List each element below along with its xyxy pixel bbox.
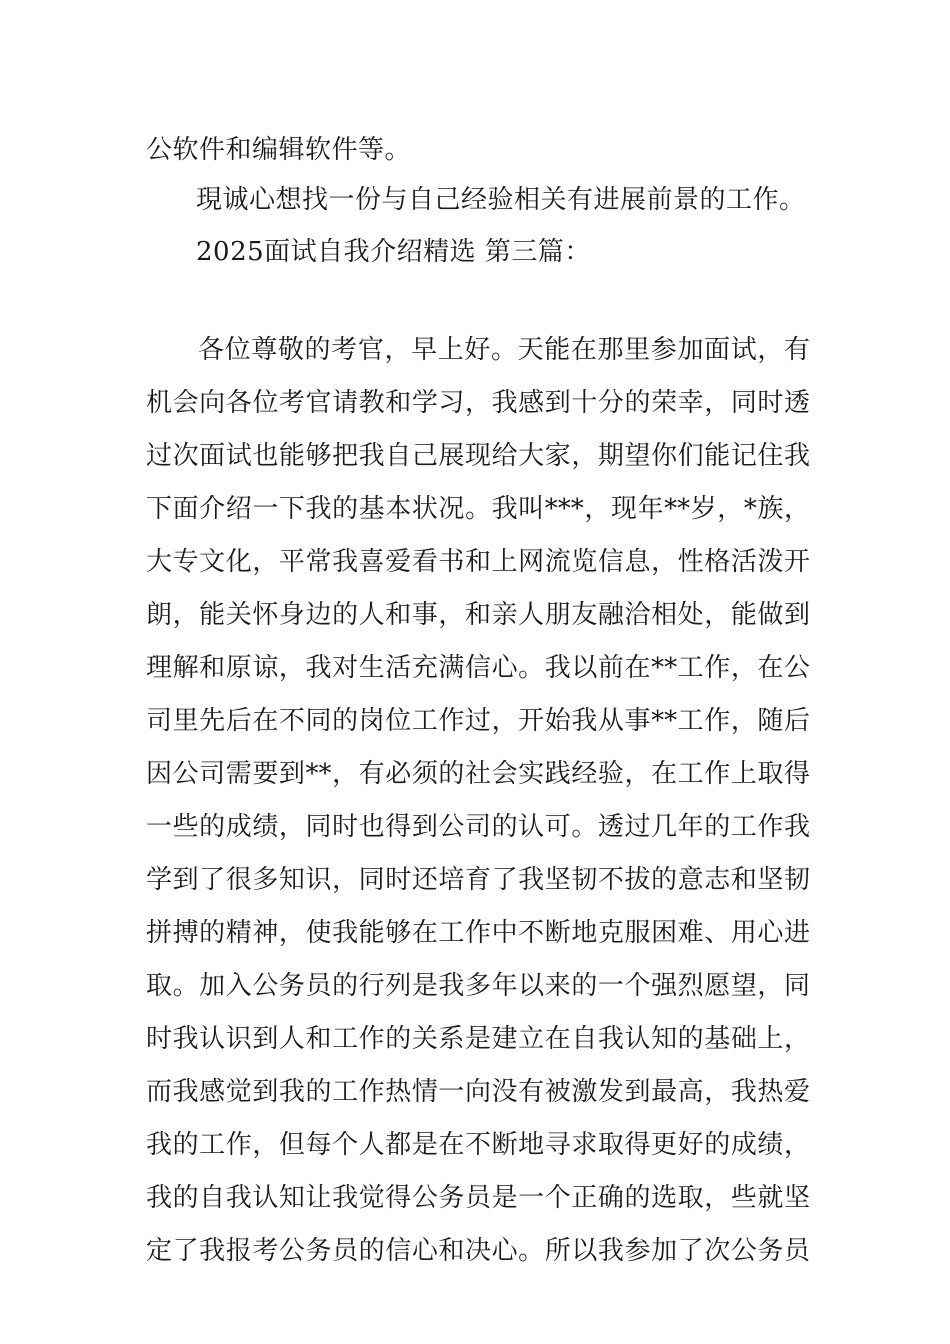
paragraph-line: 我的工作，但每个人都是在不断地寻求取得更好的成绩， (146, 1130, 810, 1160)
paragraph-line: 过次面试也能够把我自己展现给大家，期望你们能记住我 (146, 441, 810, 471)
paragraph-line: 因公司需要到**，有必须的社会实践经验，在工作上取得 (146, 759, 810, 789)
text-line: 公软件和编辑软件等。 (146, 135, 412, 165)
paragraph-line: 时我认识到人和工作的关系是建立在自我认知的基础上， (146, 1024, 810, 1054)
section-heading: 2025面试自我介绍精选 第三篇： (196, 237, 591, 267)
paragraph-line: 各位尊敬的考官，早上好。天能在那里参加面试，有 (198, 335, 810, 365)
paragraph-line: 大专文化，平常我喜爱看书和上网流览信息，性格活泼开 (146, 547, 810, 577)
paragraph-line: 司里先后在不同的岗位工作过，开始我从事**工作，随后 (146, 706, 810, 736)
paragraph-line: 我的自我认知让我觉得公务员是一个正确的选取，些就坚 (146, 1183, 810, 1213)
paragraph-line: 一些的成绩，同时也得到公司的认可。透过几年的工作我 (146, 812, 810, 842)
paragraph-line: 取。加入公务员的行列是我多年以来的一个强烈愿望，同 (146, 971, 810, 1001)
paragraph-line: 定了我报考公务员的信心和决心。所以我参加了次公务员 (146, 1236, 810, 1266)
paragraph-line: 拼搏的精神，使我能够在工作中不断地克服困难、用心进 (146, 918, 810, 948)
text-line: 現诚心想找一份与自己经验相关有进展前景的工作。 (196, 185, 806, 215)
paragraph-line: 下面介绍一下我的基本状况。我叫***，现年**岁，*族， (146, 494, 810, 524)
paragraph-line: 学到了很多知识，同时还培育了我坚韧不拔的意志和坚韧 (146, 865, 810, 895)
paragraph-line: 机会向各位考官请教和学习，我感到十分的荣幸，同时透 (146, 388, 810, 418)
paragraph-line: 而我感觉到我的工作热情一向没有被激发到最高，我热爱 (146, 1077, 810, 1107)
paragraph-line: 理解和原谅，我对生活充满信心。我以前在**工作，在公 (146, 653, 810, 683)
paragraph-line: 朗，能关怀身边的人和事，和亲人朋友融洽相处，能做到 (146, 600, 810, 630)
